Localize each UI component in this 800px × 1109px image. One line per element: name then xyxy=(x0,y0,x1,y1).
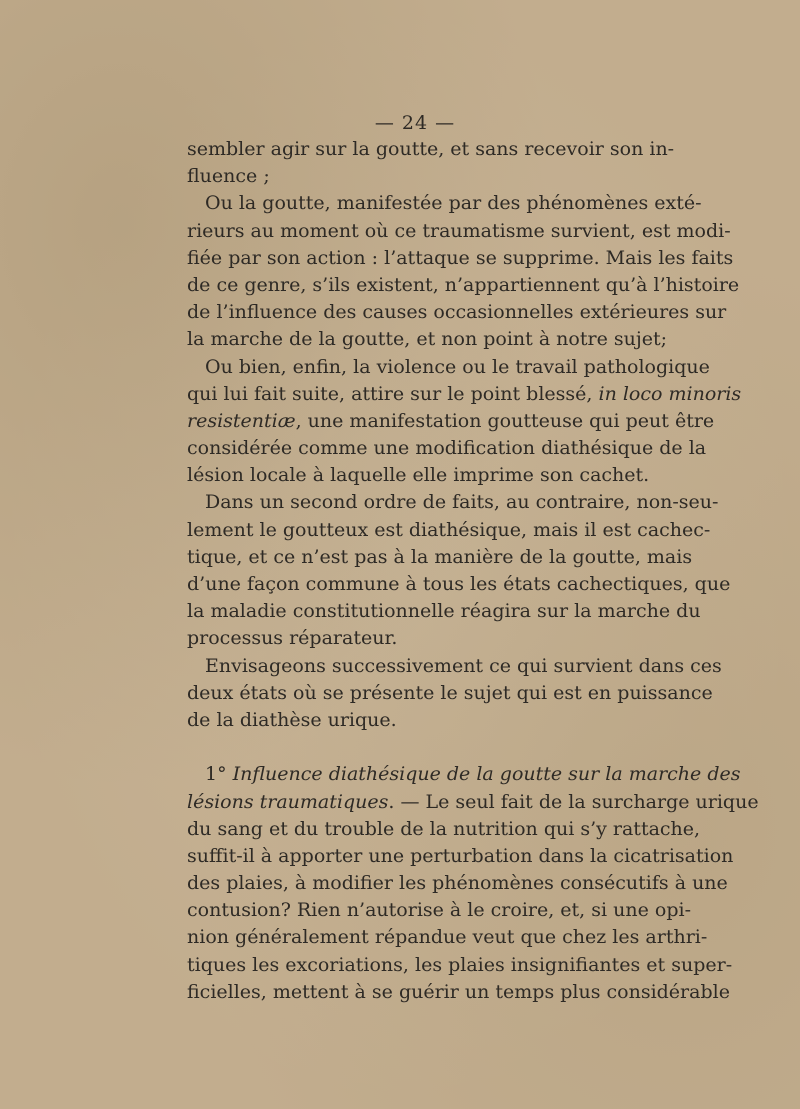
text-line: de la diathèse urique. xyxy=(187,708,397,731)
text-line: processus réparateur. xyxy=(187,627,398,650)
page-number: — 24 — xyxy=(374,112,456,134)
text-line: nion généralement répandue veut que chez les arthri- xyxy=(187,926,708,949)
text-line: deux états où se présente le sujet qui est en puissance xyxy=(187,681,713,704)
italic-phrase: resistentiæ xyxy=(187,409,296,432)
text-line: tiques les excoriations, les plaies insignifiantes et super- xyxy=(187,953,733,976)
text-line: lésions traumatiques. — Le seul fait de la surcharge urique xyxy=(187,790,759,813)
text-line: lement le goutteux est diathésique, mais il est cachec- xyxy=(187,518,711,541)
italic-phrase: in loco minoris xyxy=(598,382,742,405)
text-line: Ou la goutte, manifestée par des phénomènes exté- xyxy=(205,192,702,215)
italic-phrase: Influence diathésique de la goutte sur la marche des xyxy=(232,763,741,786)
text-line: la maladie constitutionnelle réagira sur la marche du xyxy=(187,600,701,623)
text-line: qui lui fait suite, attire sur le point blessé, in loco minoris xyxy=(187,382,742,405)
text-line: fiée par son action : l’attaque se supprime. Mais les faits xyxy=(187,246,734,269)
text-line: tique, et ce n’est pas à la manière de la goutte, mais xyxy=(187,545,693,568)
text-line: Ou bien, enfin, la violence ou le travail pathologique xyxy=(205,355,710,378)
text-line: d’une façon commune à tous les états cachectiques, que xyxy=(187,573,731,595)
text-line: sembler agir sur la goutte, et sans recevoir son in- xyxy=(187,138,675,160)
text-line: suffit-il à apporter une perturbation dans la cicatrisation xyxy=(187,844,734,867)
text-line: de ce genre, s’ils existent, n’appartiennent qu’à l’histoire xyxy=(187,273,740,296)
text-line: contusion? Rien n’autorise à le croire, et, si une opi- xyxy=(187,899,691,922)
text-line: de l’influence des causes occasionnelles extérieures sur xyxy=(187,301,727,324)
paragraph-gap xyxy=(187,734,665,761)
text-line: la marche de la goutte, et non point à notre sujet; xyxy=(187,328,668,351)
text-line: fluence ; xyxy=(187,165,270,188)
text-line: du sang et du trouble de la nutrition qui s’y rattache, xyxy=(187,817,701,840)
text-line: Envisageons successivement ce qui survient dans ces xyxy=(205,654,722,677)
italic-phrase: lésions traumatiques xyxy=(187,790,389,813)
text-line: Dans un second ordre de faits, au contraire, non-seu- xyxy=(205,491,719,514)
text-line: resistentiæ, une manifestation goutteuse qui peut être xyxy=(187,409,715,432)
text-line: ficielles, mettent à se guérir un temps plus considérable xyxy=(187,980,730,1003)
text-line: des plaies, à modifier les phénomènes consécutifs à une xyxy=(187,872,728,895)
text-line: rieurs au moment où ce traumatisme survient, est modi- xyxy=(187,219,731,242)
section-heading-line: 1° Influence diathésique de la goutte sur la marche des xyxy=(205,763,741,786)
body-text xyxy=(187,136,759,1006)
text-line: lésion locale à laquelle elle imprime son cachet. xyxy=(187,464,650,487)
text-line: considérée comme une modification diathésique de la xyxy=(187,437,707,460)
